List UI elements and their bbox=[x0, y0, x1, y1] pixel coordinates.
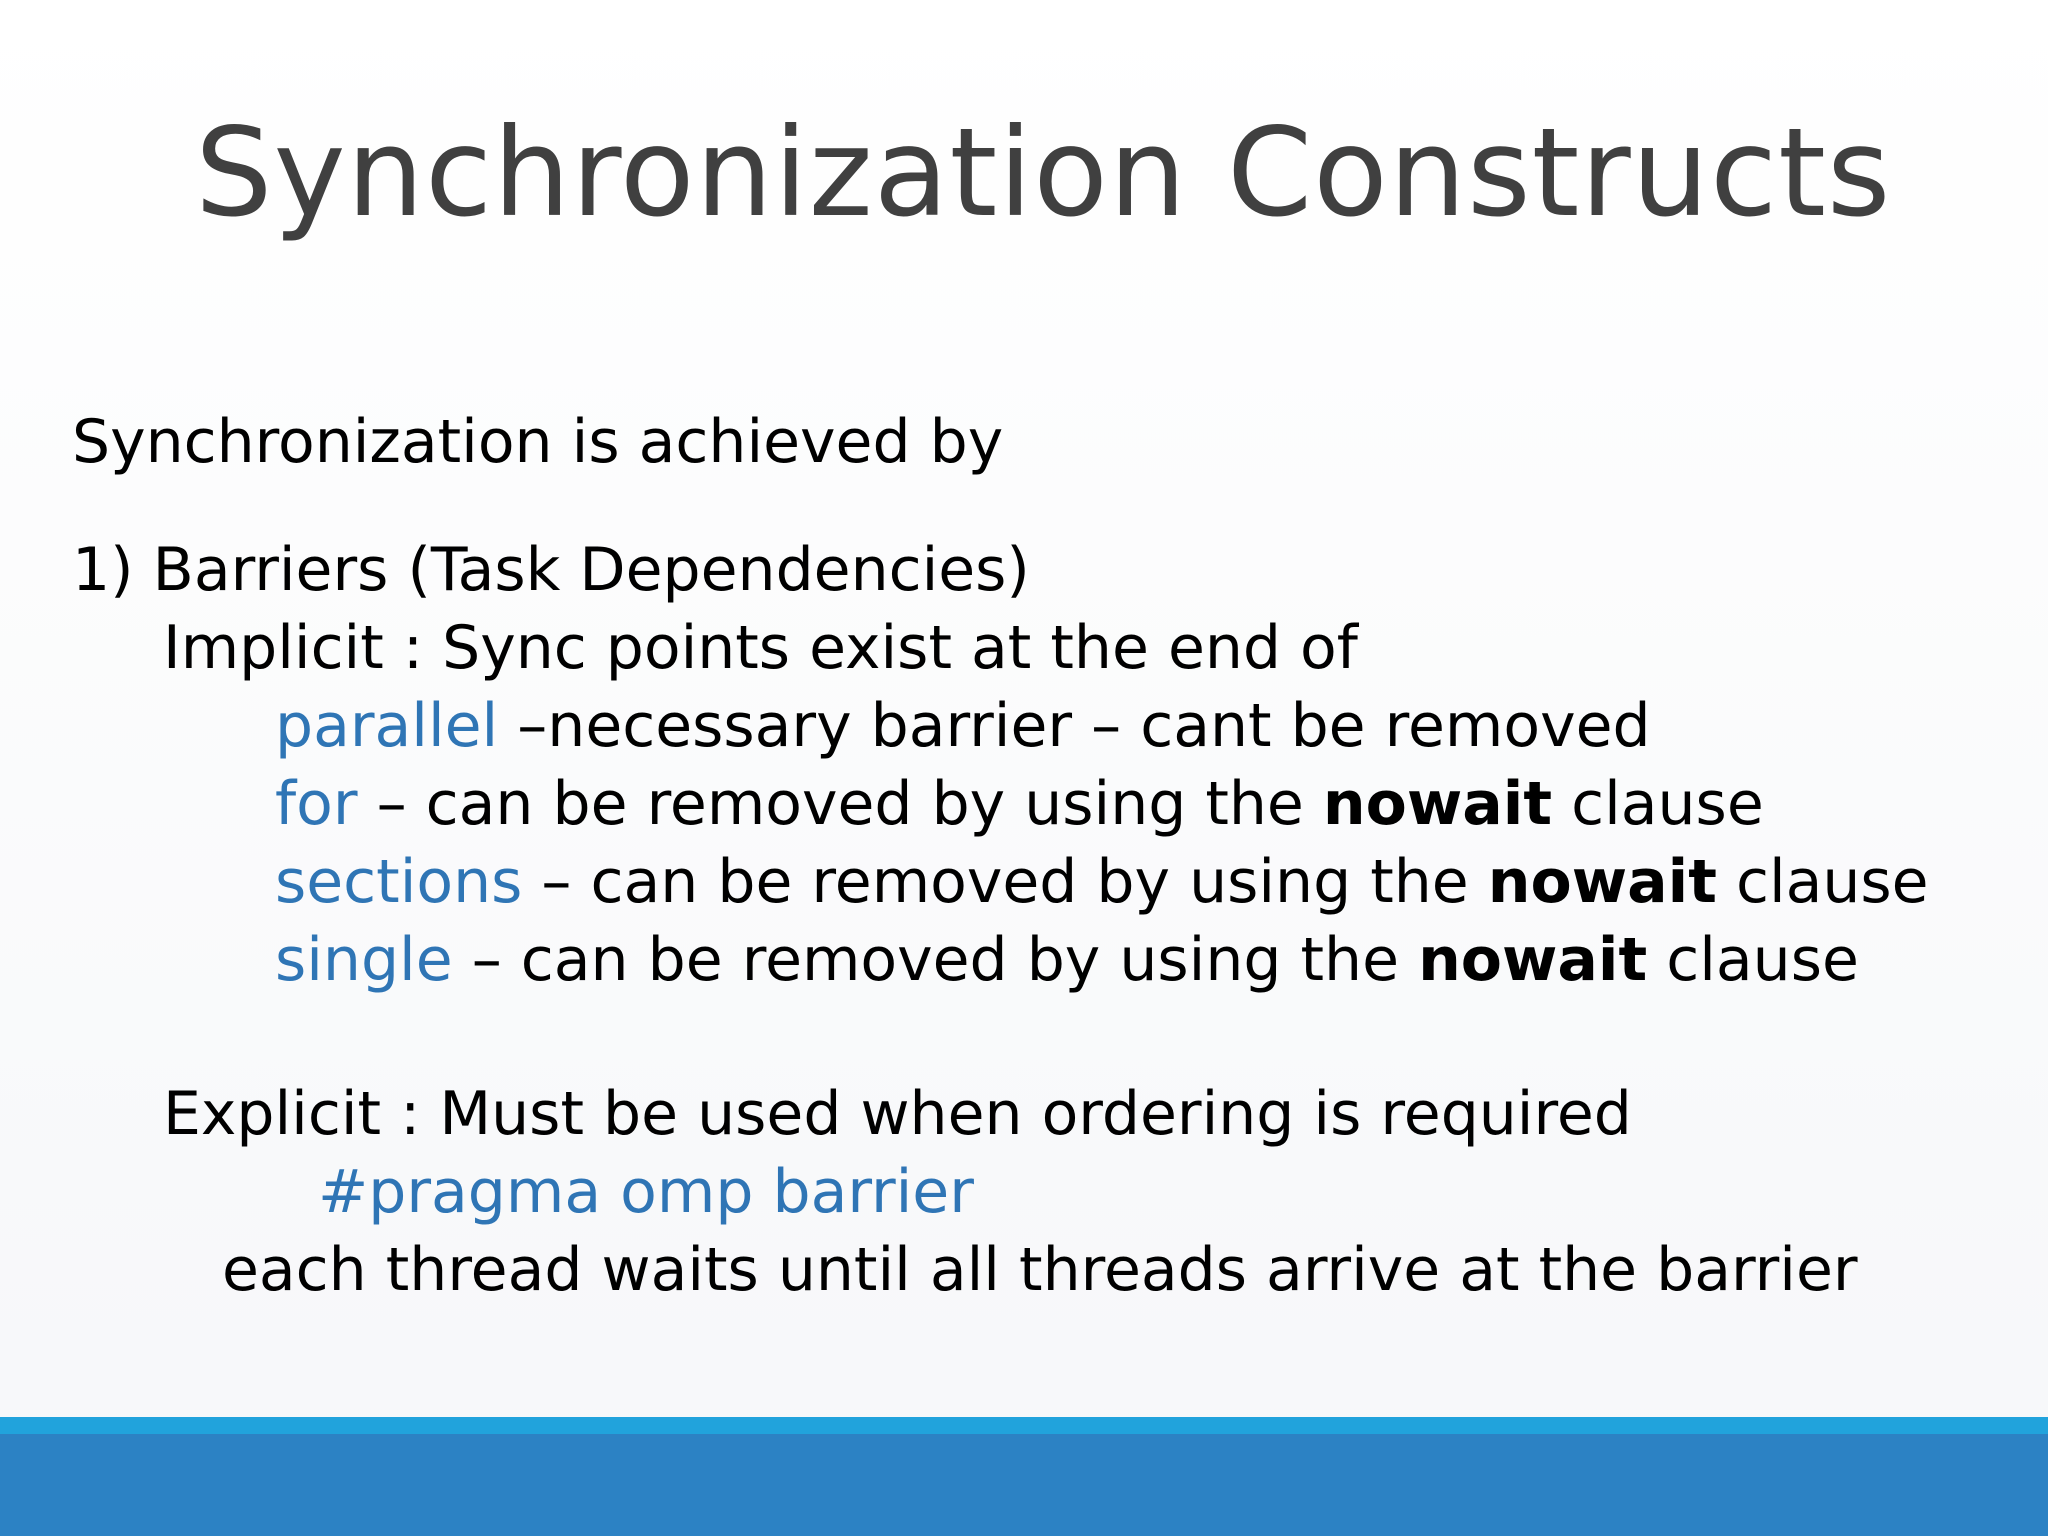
slide-title: Synchronization Constructs bbox=[195, 102, 1892, 244]
implicit-item-single bbox=[275, 925, 1859, 995]
implicit-item-for bbox=[275, 769, 1764, 839]
implicit-item-text: – can be removed by using the bbox=[522, 847, 1488, 917]
implicit-item-sections bbox=[275, 847, 1929, 917]
implicit-line: Implicit : Sync points exist at the end of bbox=[163, 613, 1358, 683]
barriers-heading: 1) Barriers (Task Dependencies) bbox=[72, 535, 1030, 605]
implicit-item-text: clause bbox=[1647, 925, 1859, 995]
keyword-parallel: parallel bbox=[275, 691, 499, 761]
implicit-item-text: – can be removed by using the bbox=[357, 769, 1323, 839]
implicit-item-parallel bbox=[275, 691, 1651, 761]
footer-band-dark bbox=[0, 1434, 2048, 1536]
implicit-item-text: – can be removed by using the bbox=[452, 925, 1419, 995]
intro-text: Synchronization is achieved by bbox=[72, 407, 1004, 477]
implicit-item-text: –necessary barrier – cant be removed bbox=[498, 691, 1651, 761]
barrier-explanation: each thread waits until all threads arrive at the barrier bbox=[222, 1235, 1858, 1305]
explicit-line: Explicit : Must be used when ordering is required bbox=[163, 1079, 1632, 1149]
nowait-keyword: nowait bbox=[1322, 769, 1553, 839]
keyword-sections: sections bbox=[275, 847, 523, 917]
keyword-single: single bbox=[275, 925, 453, 995]
footer-band-light bbox=[0, 1417, 2048, 1434]
nowait-keyword: nowait bbox=[1487, 847, 1717, 917]
implicit-item-text: clause bbox=[1716, 847, 1929, 917]
implicit-item-text: clause bbox=[1552, 769, 1764, 839]
keyword-for: for bbox=[275, 769, 358, 839]
nowait-keyword: nowait bbox=[1418, 925, 1648, 995]
pragma-directive: #pragma omp barrier bbox=[318, 1157, 974, 1227]
